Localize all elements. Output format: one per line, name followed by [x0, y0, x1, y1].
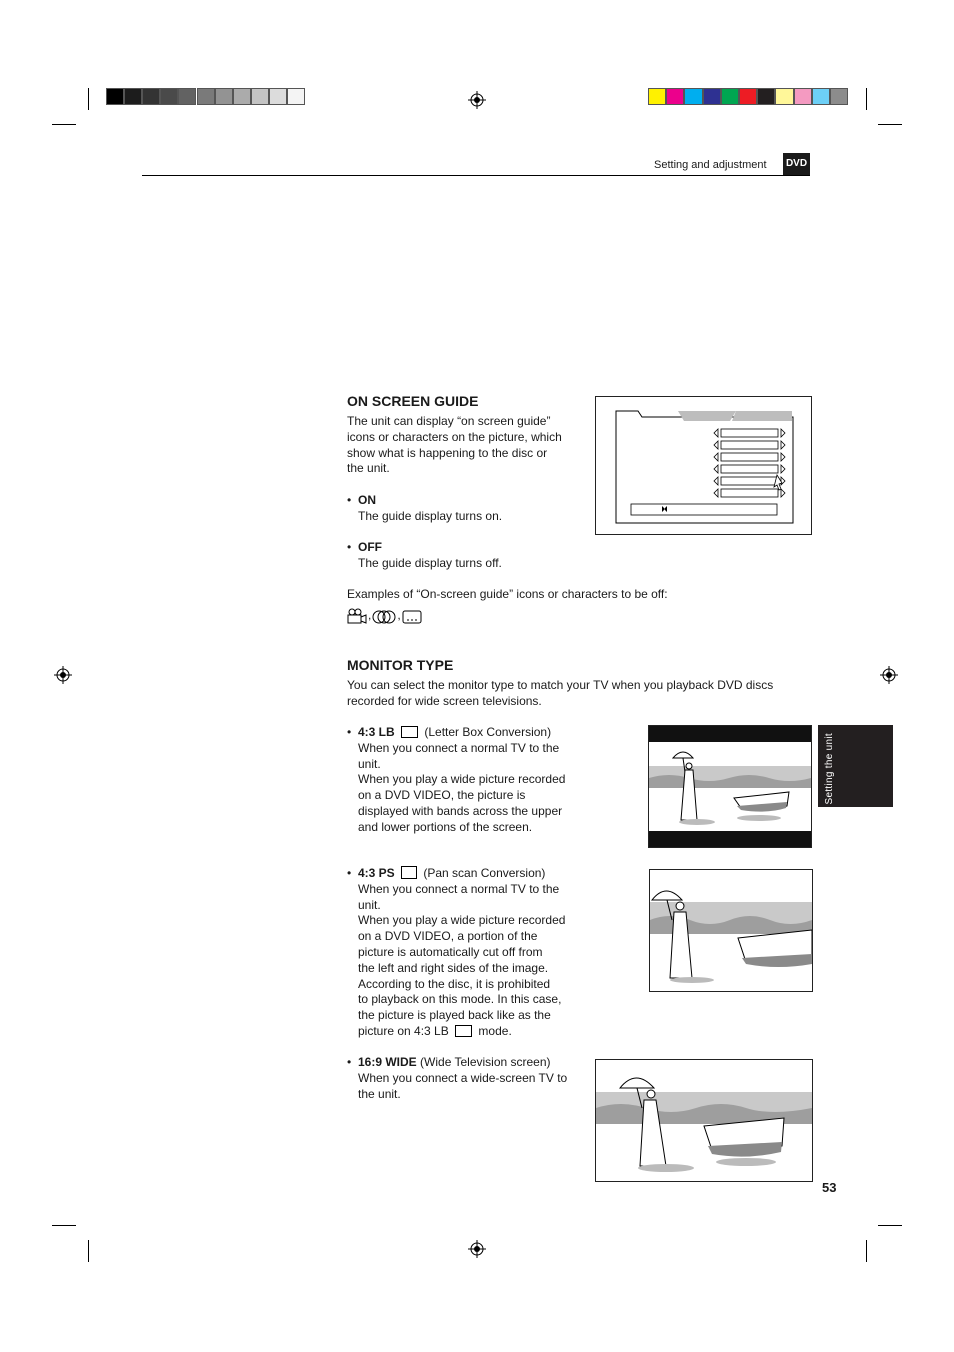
desc-line: the unit.: [358, 1086, 401, 1101]
option-paren: (Wide Television screen): [420, 1055, 551, 1069]
audio-icon: [372, 610, 396, 624]
color-swatch: [215, 88, 233, 105]
desc-line: to playback on this mode. In this case,: [358, 992, 562, 1007]
color-swatch: [160, 88, 178, 105]
option-off: [347, 540, 587, 574]
color-swatch: [287, 88, 305, 105]
intro-line: recorded for wide screen televisions.: [347, 693, 542, 708]
crop-mark: [866, 88, 867, 110]
desc-line: unit.: [358, 756, 381, 771]
crop-mark: [88, 1240, 89, 1262]
color-swatch: [142, 88, 160, 105]
color-swatch: [684, 88, 702, 105]
registration-mark-icon: [54, 666, 72, 684]
desc-line: the left and right sides of the image.: [358, 960, 549, 975]
desc-line: When you play a wide picture recorded: [358, 772, 566, 787]
panscan-icon: [401, 866, 417, 879]
monitor-type-intro: [347, 678, 807, 710]
side-tab-label: Setting the unit: [824, 733, 835, 805]
color-swatch: [721, 88, 739, 105]
desc-line: on a DVD VIDEO, a portion of the: [358, 929, 538, 944]
example-icons: [347, 606, 422, 624]
osd-menu-diagram: [596, 397, 811, 534]
desc-line: displayed with bands across the upper: [358, 803, 563, 818]
beach-scene-letterbox: [649, 726, 811, 847]
bullet-dot: •: [347, 1055, 352, 1069]
desc-line: picture is automatically cut off from: [358, 944, 543, 959]
separator: ,: [368, 608, 372, 623]
desc-line: on a DVD VIDEO, the picture is: [358, 788, 526, 803]
subtitle-icon: [402, 610, 422, 624]
crop-mark: [52, 1225, 76, 1226]
camera-angle-icon: [347, 608, 367, 624]
color-swatch: [812, 88, 830, 105]
crop-mark: [878, 1225, 902, 1226]
option-on: [347, 493, 587, 527]
section-label: Setting and adjustment: [654, 159, 767, 171]
desc-line: When you connect a wide-screen TV to: [358, 1070, 568, 1085]
side-tab: [818, 725, 893, 807]
option-desc: The guide display turns on.: [358, 508, 503, 523]
examples-text: Examples of “On-screen guide” icons or characters to be off:: [347, 587, 668, 601]
color-swatch: [775, 88, 793, 105]
option-label: ON: [358, 493, 376, 507]
color-swatch: [648, 88, 666, 105]
on-screen-guide-heading: ON SCREEN GUIDE: [347, 393, 479, 409]
color-swatch: [757, 88, 775, 105]
letterbox-icon: [455, 1025, 472, 1037]
wide-illustration: [595, 1059, 813, 1182]
registration-mark-icon: [880, 666, 898, 684]
separator: ,: [397, 608, 401, 623]
osd-menu-illustration: [595, 396, 812, 535]
color-swatch: [251, 88, 269, 105]
desc-line: According to the disc, it is prohibited: [358, 976, 551, 991]
dvd-badge: DVD: [783, 153, 810, 175]
color-swatch: [739, 88, 757, 105]
color-swatch: [269, 88, 287, 105]
beach-scene-panscan: [650, 870, 812, 991]
color-swatch: [178, 88, 196, 105]
color-swatch: [124, 88, 142, 105]
header-rule: [142, 175, 810, 176]
registration-mark-icon: [468, 91, 486, 109]
letterbox-illustration: [648, 725, 812, 848]
bullet-dot: •: [347, 540, 352, 554]
desc-line: When you connect a normal TV to the: [358, 881, 560, 896]
option-label: 4:3 LB: [358, 725, 395, 739]
monitor-type-heading: MONITOR TYPE: [347, 657, 454, 673]
letterbox-icon: [401, 726, 418, 738]
intro-line: icons or characters on the picture, which: [347, 429, 562, 444]
color-swatch: [233, 88, 251, 105]
intro-line: the unit.: [347, 461, 390, 476]
crop-mark: [88, 88, 89, 110]
bullet-dot: •: [347, 725, 352, 739]
desc-line: When you connect a normal TV to the: [358, 740, 560, 755]
on-screen-guide-intro: [347, 414, 587, 477]
intro-line: The unit can display “on screen guide”: [347, 414, 551, 428]
intro-line: You can select the monitor type to match your TV when you playback DVD discs: [347, 678, 774, 692]
option-4-3-ps: [347, 866, 592, 1042]
registration-mark-icon: [468, 1240, 486, 1258]
color-swatch: [830, 88, 848, 105]
desc-line: and lower portions of the screen.: [358, 819, 533, 834]
option-label: 4:3 PS: [358, 866, 395, 880]
intro-line: show what is happening to the disc or: [347, 445, 548, 460]
desc-line: When you play a wide picture recorded: [358, 913, 566, 928]
option-16-9-wide: [347, 1055, 592, 1105]
color-swatch: [197, 88, 215, 105]
option-label: OFF: [358, 540, 382, 554]
option-paren: (Pan scan Conversion): [423, 866, 546, 880]
crop-mark: [866, 1240, 867, 1262]
desc-line: mode.: [478, 1023, 512, 1038]
option-paren: (Letter Box Conversion): [424, 725, 552, 739]
option-label: 16:9 WIDE: [358, 1055, 417, 1069]
panscan-illustration: [649, 869, 813, 992]
bullet-dot: •: [347, 866, 352, 880]
crop-mark: [52, 124, 76, 125]
desc-line: picture on 4:3 LB: [358, 1023, 449, 1038]
color-swatch: [703, 88, 721, 105]
bullet-dot: •: [347, 493, 352, 507]
desc-line: the picture is played back like as the: [358, 1008, 551, 1023]
beach-scene-wide: [596, 1060, 812, 1181]
color-swatch: [666, 88, 684, 105]
option-4-3-lb: [347, 725, 592, 837]
color-swatch: [106, 88, 124, 105]
option-desc: The guide display turns off.: [358, 555, 502, 570]
crop-mark: [878, 124, 902, 125]
desc-line: unit.: [358, 897, 381, 912]
color-swatch: [794, 88, 812, 105]
page-number: 53: [822, 1180, 837, 1195]
